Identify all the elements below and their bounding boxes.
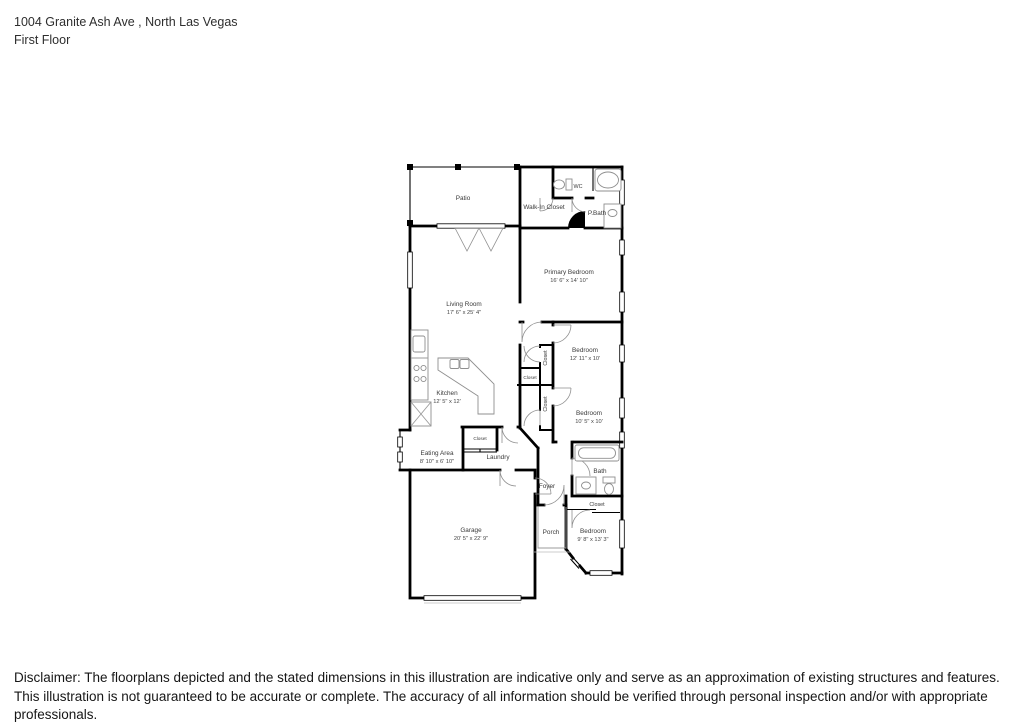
floor-line: First Floor [14, 33, 71, 47]
room-label-bedroom-4: Bedroom [580, 528, 606, 535]
closet-label-bedroom-2: Closet [543, 350, 549, 366]
room-label-laundry: Laundry [486, 454, 510, 461]
closet-label-hall: Closet [523, 375, 537, 380]
room-dims-bedroom-2: 12' 11" x 10' [569, 356, 601, 362]
bathtub-icon [575, 445, 619, 461]
address-line: 1004 Granite Ash Ave , North Las Vegas [14, 15, 238, 29]
room-label-bath: Bath [593, 468, 607, 475]
disclaimer [14, 669, 1024, 724]
room-label-living-room: Living Room [446, 301, 482, 308]
closet-label-bedroom-3: Closet [543, 396, 549, 412]
room-label-garage: Garage [460, 527, 482, 534]
disclaimer-line-2: This illustration is not guaranteed to be accurate or complete. The accuracy of all information should be verified through personal inspection and/or with appropriate professionals. [14, 688, 988, 722]
sink-icon [576, 477, 596, 494]
room-label-kitchen: Kitchen [436, 390, 458, 397]
room-label-wc: WC [573, 184, 583, 190]
room-label-primary-bath: P.Bath [587, 210, 607, 217]
room-dims-bedroom-4: 9' 8" x 13' 3" [577, 537, 609, 543]
toilet-icon [603, 477, 615, 495]
room-label-foyer: Foyer [538, 483, 556, 490]
room-dims-garage: 20' 5" x 22' 9" [453, 536, 489, 542]
room-dims-primary-bedroom: 16' 6" x 14' 10" [550, 278, 588, 284]
disclaimer-line-1: Disclaimer: The floorplans depicted and the stated dimensions in this illustration are indicative only and serve as an approximation of existing structures and features. [14, 670, 1000, 685]
room-label-primary-bedroom: Primary Bedroom [544, 269, 594, 276]
closet-label-bedroom-4: Closet [589, 502, 605, 508]
kitchen-counter [411, 330, 494, 426]
sink-icon [604, 204, 621, 228]
room-label-walkin-closet: Walk-In Closet [523, 204, 565, 211]
room-dims-bedroom-3: 10' 5" x 10' [575, 419, 603, 425]
room-label-eating-area: Eating Area [420, 450, 454, 457]
room-dims-eating-area: 8' 10" x 6' 10" [419, 459, 455, 465]
room-label-porch: Porch [542, 529, 560, 536]
room-label-bedroom-2: Bedroom [572, 347, 598, 354]
room-label-patio: Patio [455, 195, 471, 202]
room-label-bedroom-3: Bedroom [576, 410, 602, 417]
door-arcs [455, 198, 590, 528]
toilet-icon [554, 179, 573, 190]
bathtub-icon [595, 169, 621, 191]
fixtures [411, 169, 621, 495]
room-dims-kitchen: 12' 5" x 12' [433, 399, 461, 405]
room-dims-living-room: 17' 6" x 25' 4" [446, 310, 482, 316]
closet-label-laundry: Closet [473, 436, 487, 441]
